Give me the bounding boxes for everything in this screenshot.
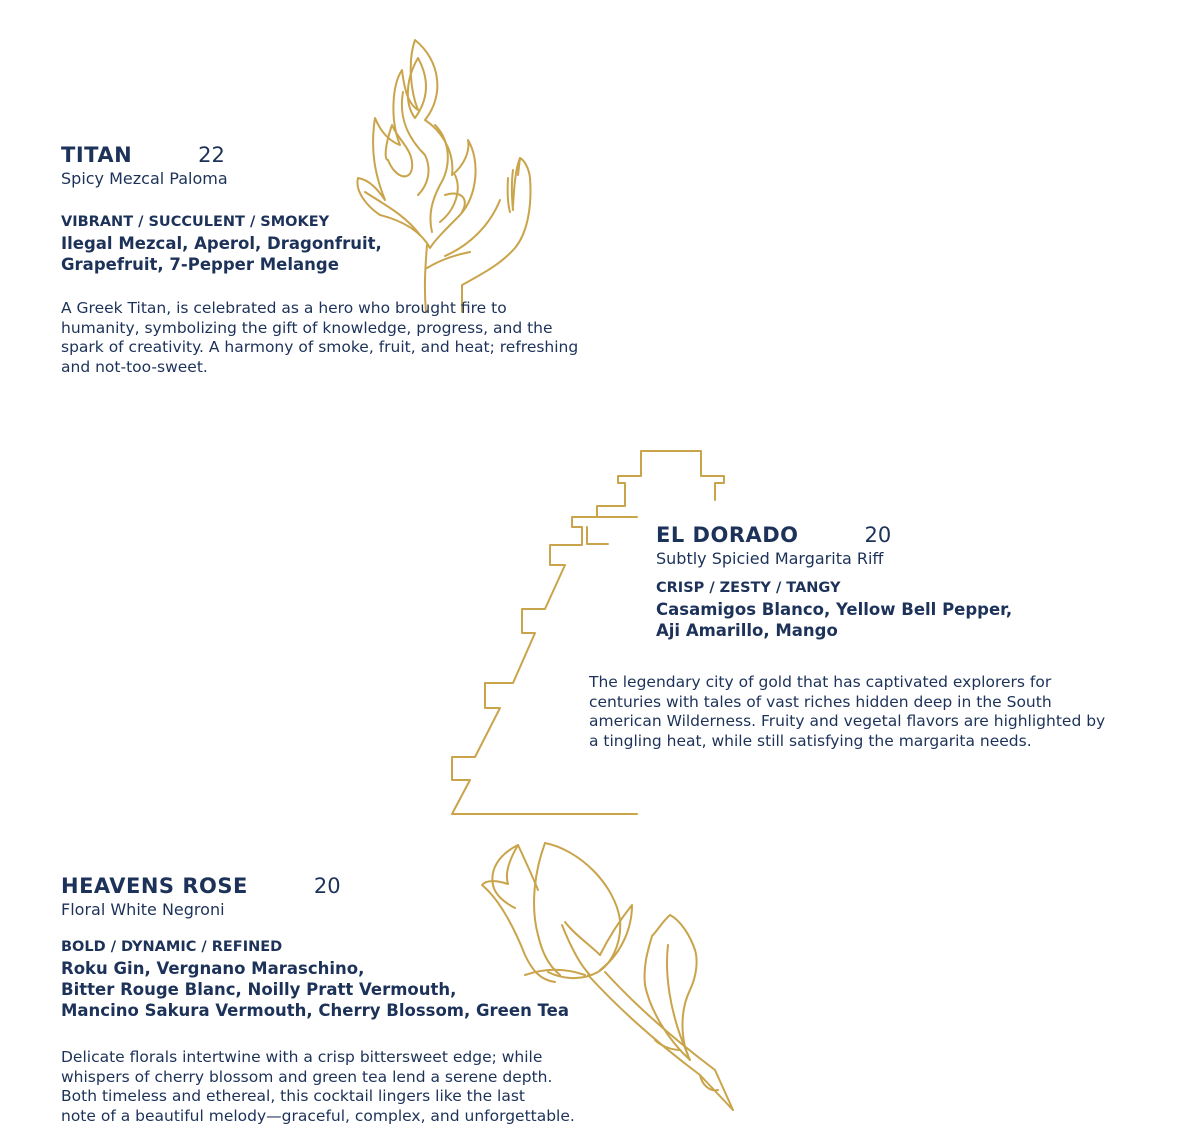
item-subtitle: Floral White Negroni — [61, 900, 225, 919]
item-subtitle: Spicy Mezcal Paloma — [61, 169, 228, 188]
ingredients-line: Roku Gin, Vergnano Maraschino, — [61, 959, 365, 978]
item-ingredients — [61, 233, 578, 275]
item-name: TITAN — [61, 143, 133, 167]
description-line: spark of creativity. A harmony of smoke, fruit, and heat; refreshing — [61, 338, 579, 357]
ingredients-line: Mancino Sakura Vermouth, Cherry Blossom, Green Tea — [61, 1001, 569, 1020]
item-price: 20 — [313, 874, 341, 898]
ingredients-line: Aji Amarillo, Mango — [656, 621, 838, 640]
description-line: a tingling heat, while still satisfying the margarita needs. — [589, 731, 1032, 750]
description-line: The legendary city of gold that has captivated explorers for — [589, 673, 1052, 691]
description-line: humanity, symbolizing the gift of knowledge, progress, and the — [61, 318, 553, 337]
item-tags: VIBRANT / SUCCULENT / SMOKEY — [61, 214, 330, 230]
description-line: centuries with tales of vast riches hidden deep in the South — [589, 692, 1052, 711]
menu-item-titan — [61, 143, 578, 377]
item-ingredients — [61, 958, 575, 1021]
item-price: 20 — [864, 523, 892, 547]
item-name: EL DORADO — [656, 523, 799, 547]
description-line: A Greek Titan, is celebrated as a hero who brought fire to — [61, 299, 507, 317]
item-tags: BOLD / DYNAMIC / REFINED — [61, 939, 283, 955]
item-name: HEAVENS ROSE — [61, 874, 248, 898]
description-line: Delicate florals intertwine with a crisp bittersweet edge; while — [61, 1048, 543, 1066]
description-line: american Wilderness. Fruity and vegetal flavors are highlighted by — [589, 712, 1106, 731]
item-ingredients — [656, 599, 1012, 641]
item-tags: CRISP / ZESTY / TANGY — [656, 580, 841, 596]
item-subtitle: Subtly Spicied Margarita Riff — [656, 549, 884, 568]
ingredients-line: Bitter Rouge Blanc, Noilly Pratt Vermouth, — [61, 980, 457, 999]
ingredients-line: Grapefruit, 7-Pepper Melange — [61, 255, 339, 274]
el-dorado-description — [589, 673, 1105, 751]
ingredients-line: Casamigos Blanco, Yellow Bell Pepper, — [656, 600, 1013, 619]
description-line: Both timeless and ethereal, this cocktail lingers like the last — [61, 1087, 526, 1106]
description-line: whispers of cherry blossom and green tea lend a serene depth. — [61, 1067, 553, 1086]
item-price: 22 — [198, 143, 225, 167]
menu-item-el-dorado — [656, 523, 1012, 641]
item-description — [61, 299, 578, 377]
item-description — [61, 1048, 575, 1126]
ingredients-line: Ilegal Mezcal, Aperol, Dragonfruit, — [61, 234, 382, 253]
description-line: and not-too-sweet. — [61, 357, 208, 376]
menu-item-heavens-rose — [61, 874, 575, 1126]
description-line: note of a beautiful melody—graceful, complex, and unforgettable. — [61, 1106, 575, 1125]
